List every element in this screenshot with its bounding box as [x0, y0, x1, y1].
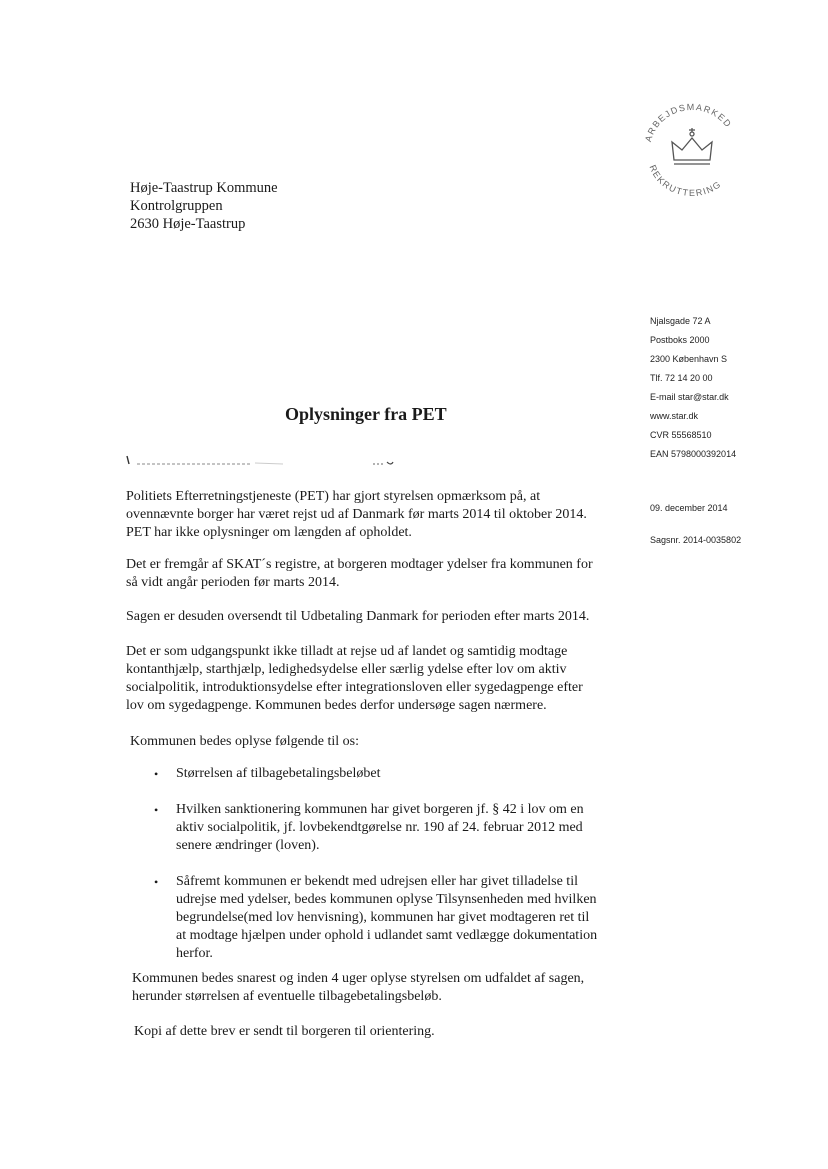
paragraph — [126, 488, 587, 542]
text-line: Sagen er desuden oversendt til Udbetaling Danmark for perioden efter marts 2014. — [126, 609, 590, 624]
sender-email: E-mail star@star.dk — [650, 392, 729, 402]
sender-ean: EAN 5798000392014 — [650, 449, 737, 459]
text-line: senere ændringer (loven). — [176, 838, 320, 853]
letter-title: Oplysninger fra PET — [285, 404, 447, 424]
case-number: Sagsnr. 2014-0035802 — [650, 535, 742, 545]
text-line: Hvilken sanktionering kommunen har givet borgeren jf. § 42 i lov om en — [176, 802, 584, 817]
text-line: PET har ikke oplysninger om længden af opholdet. — [126, 525, 412, 540]
svg-text:REKRUTTERING — [647, 163, 723, 198]
text-line: begrundelse(med lov henvisning), kommunen har givet modtageren ret til — [176, 910, 590, 925]
logo-text-bottom: REKRUTTERING — [647, 163, 724, 198]
redacted-line — [123, 452, 413, 468]
sender-city: 2300 København S — [650, 354, 728, 364]
request-list — [154, 765, 624, 963]
text-line: Kopi af dette brev er sendt til borgeren til orientering. — [134, 1024, 435, 1039]
paragraph — [132, 970, 584, 1006]
paragraph — [126, 556, 593, 592]
recipient-line: 2630 Høje-Taastrup — [130, 216, 246, 232]
text-line: herunder størrelsen af eventuelle tilbagebetalingsbeløb. — [132, 989, 442, 1004]
sender-street: Njalsgade 72 A — [650, 316, 711, 326]
crown-icon — [636, 98, 748, 198]
agency-logo — [636, 98, 748, 198]
sender-phone: Tlf. 72 14 20 00 — [650, 373, 713, 383]
text-line: aktiv socialpolitik, jf. lovbekendtgørelse nr. 190 af 24. februar 2012 med — [176, 820, 583, 835]
text-line: Det er som udgangspunkt ikke tilladt at rejse ud af landet og samtidig modtage — [126, 644, 568, 659]
text-line: Det er fremgår af SKAT´s registre, at borgeren modtager ydelser fra kommunen for — [126, 557, 593, 572]
recipient-line: Kontrolgruppen — [130, 198, 223, 214]
text-line: kontanthjælp, starthjælp, ledighedsydelse eller særlig ydelse efter lov om aktiv — [126, 662, 567, 677]
recipient-line: Høje-Taastrup Kommune — [130, 180, 278, 196]
text-line: Kommunen bedes snarest og inden 4 uger oplyse styrelsen om udfaldet af sagen, — [132, 971, 585, 986]
list-item — [154, 801, 624, 855]
sender-cvr: CVR 55568510 — [650, 430, 712, 440]
sender-web: www.star.dk — [650, 411, 699, 421]
paragraph — [126, 643, 583, 715]
text-line: Størrelsen af tilbagebetalingsbeløbet — [176, 766, 381, 781]
paragraph — [130, 733, 359, 751]
text-line: herfor. — [176, 946, 213, 961]
text-line: lov om sygedagpenge. Kommunen bedes derfor undersøge sagen nærmere. — [126, 698, 547, 713]
list-item — [154, 765, 624, 783]
text-line: socialpolitik, introduktionsydelse efter integrationsloven eller sygedagpenge efter — [126, 680, 583, 695]
logo-text-top: ARBEJDSMARKED — [642, 101, 734, 143]
recipient-address — [130, 179, 278, 233]
text-line: udrejse med ydelser, bedes kommunen oplyse Tilsynsenheden med hvilken — [176, 892, 597, 907]
paragraph — [134, 1023, 435, 1041]
text-line: så vidt angår perioden før marts 2014. — [126, 575, 340, 590]
letter-date: 09. december 2014 — [650, 503, 728, 513]
sender-info — [650, 312, 736, 464]
svg-text:ARBEJDSMARKED — [643, 102, 734, 143]
list-item — [154, 873, 624, 963]
text-line: at modtage hjælpen under ophold i udlandet samt vedlægge dokumentation — [176, 928, 598, 943]
sender-postbox: Postboks 2000 — [650, 335, 710, 345]
text-line: Såfremt kommunen er bekendt med udrejsen eller har givet tilladelse til — [176, 874, 578, 889]
text-line: ovennævnte borger har været rejst ud af Danmark før marts 2014 til oktober 2014. — [126, 507, 587, 522]
paragraph — [126, 608, 589, 626]
text-line: Politiets Efterretningstjeneste (PET) har gjort styrelsen opmærksom på, at — [126, 489, 541, 504]
text-line: Kommunen bedes oplyse følgende til os: — [130, 734, 360, 749]
